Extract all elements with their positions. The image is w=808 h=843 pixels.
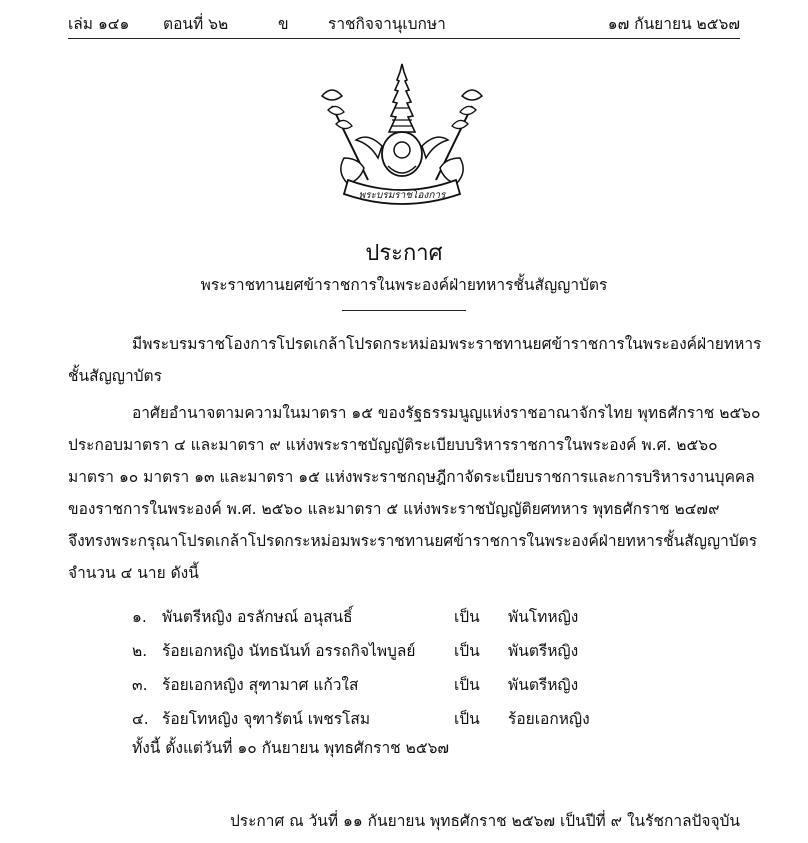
new-rank: พันตรีหญิง xyxy=(508,642,579,660)
item-connector: เป็น xyxy=(454,676,480,694)
item-connector: เป็น xyxy=(454,710,480,728)
officer-name: ร้อยเอกหญิง นัทธนันท์ อรรถกิจไพบูลย์ xyxy=(162,642,416,660)
title-divider xyxy=(342,310,466,311)
list-item xyxy=(132,632,632,666)
paragraph-line: อาศัยอำนาจตามความในมาตรา ๑๕ ของรัฐธรรมนูญแห่งราชอาณาจักรไทย พุทธศักราช ๒๕๖๐ xyxy=(132,404,761,422)
publication-date: ๑๗ กันยายน ๒๕๖๗ xyxy=(607,15,740,33)
announcement-date: ประกาศ ณ วันที่ ๑๑ กันยายน พุทธศักราช ๒๕๖๗ เป็นปีที่ ๙ ในรัชกาลปัจจุบัน xyxy=(229,812,740,830)
paragraph-royal-command xyxy=(68,328,762,392)
list-item xyxy=(132,666,632,700)
section-letter: ข xyxy=(278,15,289,33)
officer-name: ร้อยโทหญิง จุฑารัตน์ เพชรโสม xyxy=(162,710,371,728)
gazette-header xyxy=(68,7,740,37)
paragraph-line: จำนวน ๔ นาย ดังนี้ xyxy=(68,564,199,582)
item-number: ๑. xyxy=(132,608,147,626)
list-item xyxy=(132,700,632,734)
paragraph-legal-basis xyxy=(68,397,761,589)
gazette-name: ราชกิจจานุเบกษา xyxy=(328,15,446,33)
appointment-list xyxy=(132,598,632,734)
new-rank: พันตรีหญิง xyxy=(508,676,579,694)
announcement-subtitle: พระราชทานยศข้าราชการในพระองค์ฝ่ายทหารชั้นสัญญาบัตร xyxy=(200,276,608,294)
header-divider xyxy=(68,38,740,39)
effective-date: ทั้งนี้ ตั้งแต่วันที่ ๑๐ กันยายน พุทธศักราช ๒๕๖๗ xyxy=(132,739,450,757)
announcement-title: ประกาศ xyxy=(365,241,443,266)
volume-number: เล่ม ๑๔๑ xyxy=(68,15,130,33)
item-connector: เป็น xyxy=(454,642,480,660)
item-connector: เป็น xyxy=(454,608,480,626)
paragraph-line: จึงทรงพระกรุณาโปรดเกล้าโปรดกระหม่อมพระราชทานยศข้าราชการในพระองค์ฝ่ายทหารชั้นสัญญาบัตร xyxy=(68,532,758,550)
paragraph-line: มีพระบรมราชโองการโปรดเกล้าโปรดกระหม่อมพระราชทานยศข้าราชการในพระองค์ฝ่ายทหาร xyxy=(132,335,762,353)
new-rank: ร้อยเอกหญิง xyxy=(508,710,590,728)
item-number: ๔. xyxy=(132,710,149,728)
paragraph-line: ชั้นสัญญาบัตร xyxy=(68,367,162,385)
officer-name: ร้อยเอกหญิง สุฑามาศ แก้วใส xyxy=(162,676,359,694)
emblem-banner-text: พระบรมราชโองการ xyxy=(358,190,446,201)
paragraph-line: มาตรา ๑๐ มาตรา ๑๓ และมาตรา ๑๕ แห่งพระราชกฤษฎีกาจัดระเบียบราชการและการบริหารงานบุคคล xyxy=(68,468,755,486)
royal-emblem-icon xyxy=(318,62,486,212)
paragraph-line: ของราชการในพระองค์ พ.ศ. ๒๕๖๐ และมาตรา ๕ แห่งพระราชบัญญัติยศทหาร พุทธศักราช ๒๔๗๙ xyxy=(68,500,720,518)
item-number: ๓. xyxy=(132,676,148,694)
paragraph-line: ประกอบมาตรา ๔ และมาตรา ๙ แห่งพระราชบัญญัติระเบียบบริหารราชการในพระองค์ พ.ศ. ๒๕๖๐ xyxy=(68,436,718,454)
part-number: ตอนที่ ๖๒ xyxy=(163,15,229,33)
new-rank: พันโทหญิง xyxy=(508,608,579,626)
list-item xyxy=(132,598,632,632)
item-number: ๒. xyxy=(132,642,148,660)
officer-name: พันตรีหญิง อรลักษณ์ อนุสนธิ์ xyxy=(162,608,353,626)
